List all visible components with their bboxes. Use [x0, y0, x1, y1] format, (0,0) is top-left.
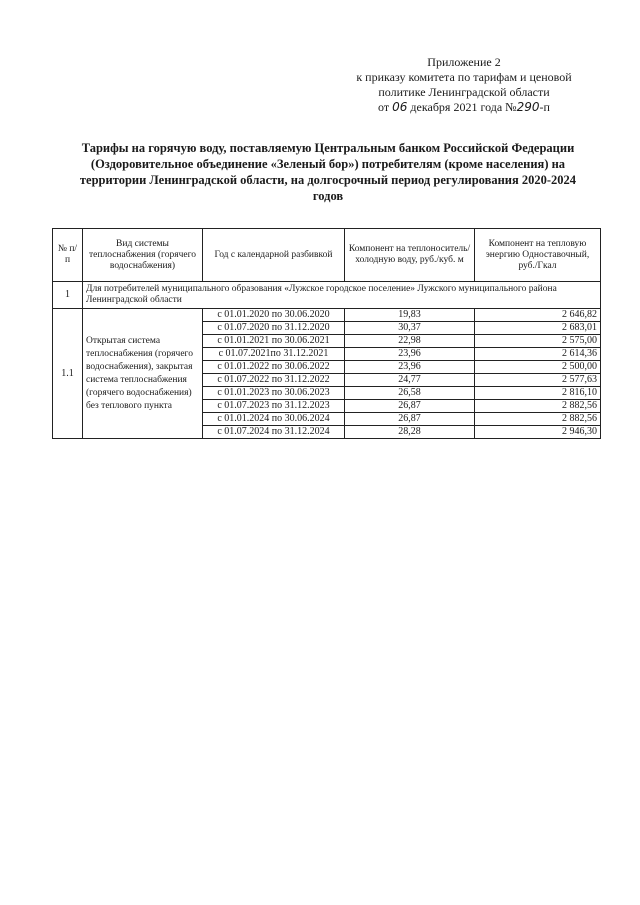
cell-period: с 01.01.2022 по 30.06.2022 — [203, 361, 345, 374]
appendix-day: 06 — [392, 100, 408, 114]
cell-carrier: 23,96 — [345, 348, 475, 361]
cell-energy: 2 816,10 — [475, 387, 601, 400]
appendix-title: Приложение 2 — [427, 55, 501, 69]
document-title — [58, 140, 598, 204]
tariff-table — [52, 228, 601, 439]
cell-energy: 2 946,30 — [475, 426, 601, 439]
title-line-4: годов — [312, 189, 344, 203]
cell-period: с 01.01.2021 по 30.06.2021 — [203, 335, 345, 348]
section-row — [53, 282, 601, 309]
appendix-suffix: -п — [539, 100, 550, 114]
cell-energy: 2 614,36 — [475, 348, 601, 361]
appendix-from: от — [378, 100, 390, 114]
cell-period: с 01.07.2022 по 31.12.2022 — [203, 374, 345, 387]
table-header-row — [53, 229, 601, 282]
appendix-header — [330, 55, 598, 115]
cell-period: с 01.07.2023 по 31.12.2023 — [203, 400, 345, 413]
cell-carrier: 30,37 — [345, 322, 475, 335]
cell-period: с 01.01.2024 по 30.06.2024 — [203, 413, 345, 426]
appendix-number: 290 — [516, 100, 540, 114]
cell-energy: 2 882,56 — [475, 400, 601, 413]
cell-energy: 2 882,56 — [475, 413, 601, 426]
section-text: Для потребителей муниципального образования «Лужское городское поселение» Лужского муниципального района Ленинградской области — [83, 282, 601, 309]
cell-carrier: 28,28 — [345, 426, 475, 439]
header-system: Вид системы теплоснабжения (горячего водоснабжения) — [83, 229, 203, 282]
title-line-3: территории Ленинградской области, на долгосрочный период регулирования 2020-2024 — [79, 173, 577, 187]
title-line-1: Тарифы на горячую воду, поставляемую Центральным банком Российской Федерации — [81, 141, 575, 155]
cell-period: с 01.07.2024 по 31.12.2024 — [203, 426, 345, 439]
item-num: 1.1 — [53, 309, 83, 439]
appendix-committee-line: политике Ленинградской области — [378, 85, 550, 99]
header-carrier: Компонент на теплоноситель/холодную воду, руб./куб. м — [345, 229, 475, 282]
cell-energy: 2 683,01 — [475, 322, 601, 335]
appendix-order-line: к приказу комитета по тарифам и ценовой — [356, 70, 572, 84]
header-energy: Компонент на тепловую энергию Одноставочный, руб./Гкал — [475, 229, 601, 282]
title-line-2: (Оздоровительное объединение «Зеленый бор») потребителям (кроме населения) на — [90, 157, 566, 171]
header-num: № п/п — [53, 229, 83, 282]
cell-carrier: 26,87 — [345, 400, 475, 413]
cell-carrier: 22,98 — [345, 335, 475, 348]
cell-period: с 01.01.2020 по 30.06.2020 — [203, 309, 345, 322]
cell-carrier: 23,96 — [345, 361, 475, 374]
cell-energy: 2 575,00 — [475, 335, 601, 348]
section-num: 1 — [53, 282, 83, 309]
cell-carrier: 24,77 — [345, 374, 475, 387]
item-system: Открытая система теплоснабжения (горячего водоснабжения), закрытая система теплоснабжения (горячего водоснабжения) без теплового пункта — [83, 309, 203, 439]
cell-energy: 2 646,82 — [475, 309, 601, 322]
header-period: Год с календарной разбивкой — [203, 229, 345, 282]
cell-period: с 01.07.2021по 31.12.2021 — [203, 348, 345, 361]
appendix-date-line — [330, 100, 598, 115]
table-row — [53, 309, 601, 322]
cell-period: с 01.07.2020 по 31.12.2020 — [203, 322, 345, 335]
cell-carrier: 26,87 — [345, 413, 475, 426]
cell-energy: 2 577,63 — [475, 374, 601, 387]
cell-energy: 2 500,00 — [475, 361, 601, 374]
cell-period: с 01.01.2023 по 30.06.2023 — [203, 387, 345, 400]
appendix-month-year: декабря 2021 года № — [410, 100, 517, 114]
cell-carrier: 19,83 — [345, 309, 475, 322]
cell-carrier: 26,58 — [345, 387, 475, 400]
